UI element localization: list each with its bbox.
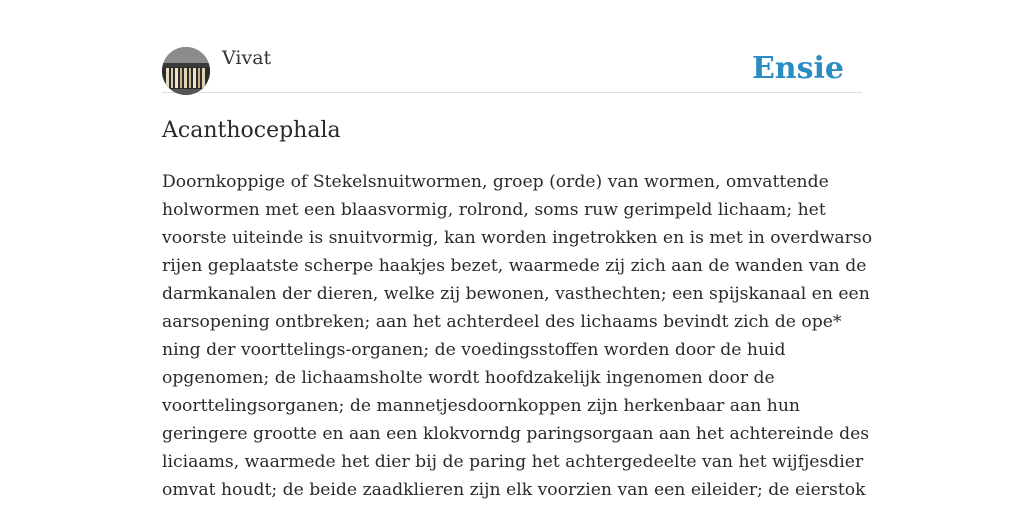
source-name[interactable]: Vivat <box>222 47 272 69</box>
body-line: darmkanalen der dieren, welke zij bewonen, vasthechten; een spijskanaal en een <box>162 284 870 304</box>
article-title: Acanthocephala <box>162 118 341 143</box>
brand-logo[interactable]: Ensie <box>751 51 844 86</box>
body-line: rijen geplaatste scherpe haakjes bezet, waarmede zij zich aan de wanden van de <box>162 256 867 276</box>
body-line: opgenomen; de lichaamsholte wordt hoofdzakelijk ingenomen door de <box>162 368 775 388</box>
body-line: geringere grootte en aan een klokvorndg paringsorgaan aan het achtereinde des <box>162 424 870 444</box>
body-line: voorste uiteinde is snuitvormig, kan worden ingetrokken en is met in overdwarso <box>162 228 873 248</box>
header <box>162 46 862 93</box>
body-line: ning der voorttelings-organen; de voedingsstoffen worden door de huid <box>162 340 786 360</box>
body-line: Doornkoppige of Stekelsnuitwormen, groep (orde) van wormen, omvattende <box>162 172 829 192</box>
article-body <box>162 168 873 504</box>
body-line: omvat houdt; de beide zaadklieren zijn elk voorzien van een eileider; de eierstok <box>162 480 866 500</box>
book-spines-avatar-icon[interactable] <box>162 47 210 95</box>
body-line: voorttelingsorganen; de mannetjesdoornkoppen zijn herkenbaar aan hun <box>162 396 800 416</box>
body-line: holwormen met een blaasvormig, rolrond, soms ruw gerimpeld lichaam; het <box>162 200 826 220</box>
body-line: liciaams, waarmede het dier bij de paring het achtergedeelte van het wijfjesdier <box>162 452 864 472</box>
body-line: aarsopening ontbreken; aan het achterdeel des lichaams bevindt zich de ope* <box>162 312 842 332</box>
